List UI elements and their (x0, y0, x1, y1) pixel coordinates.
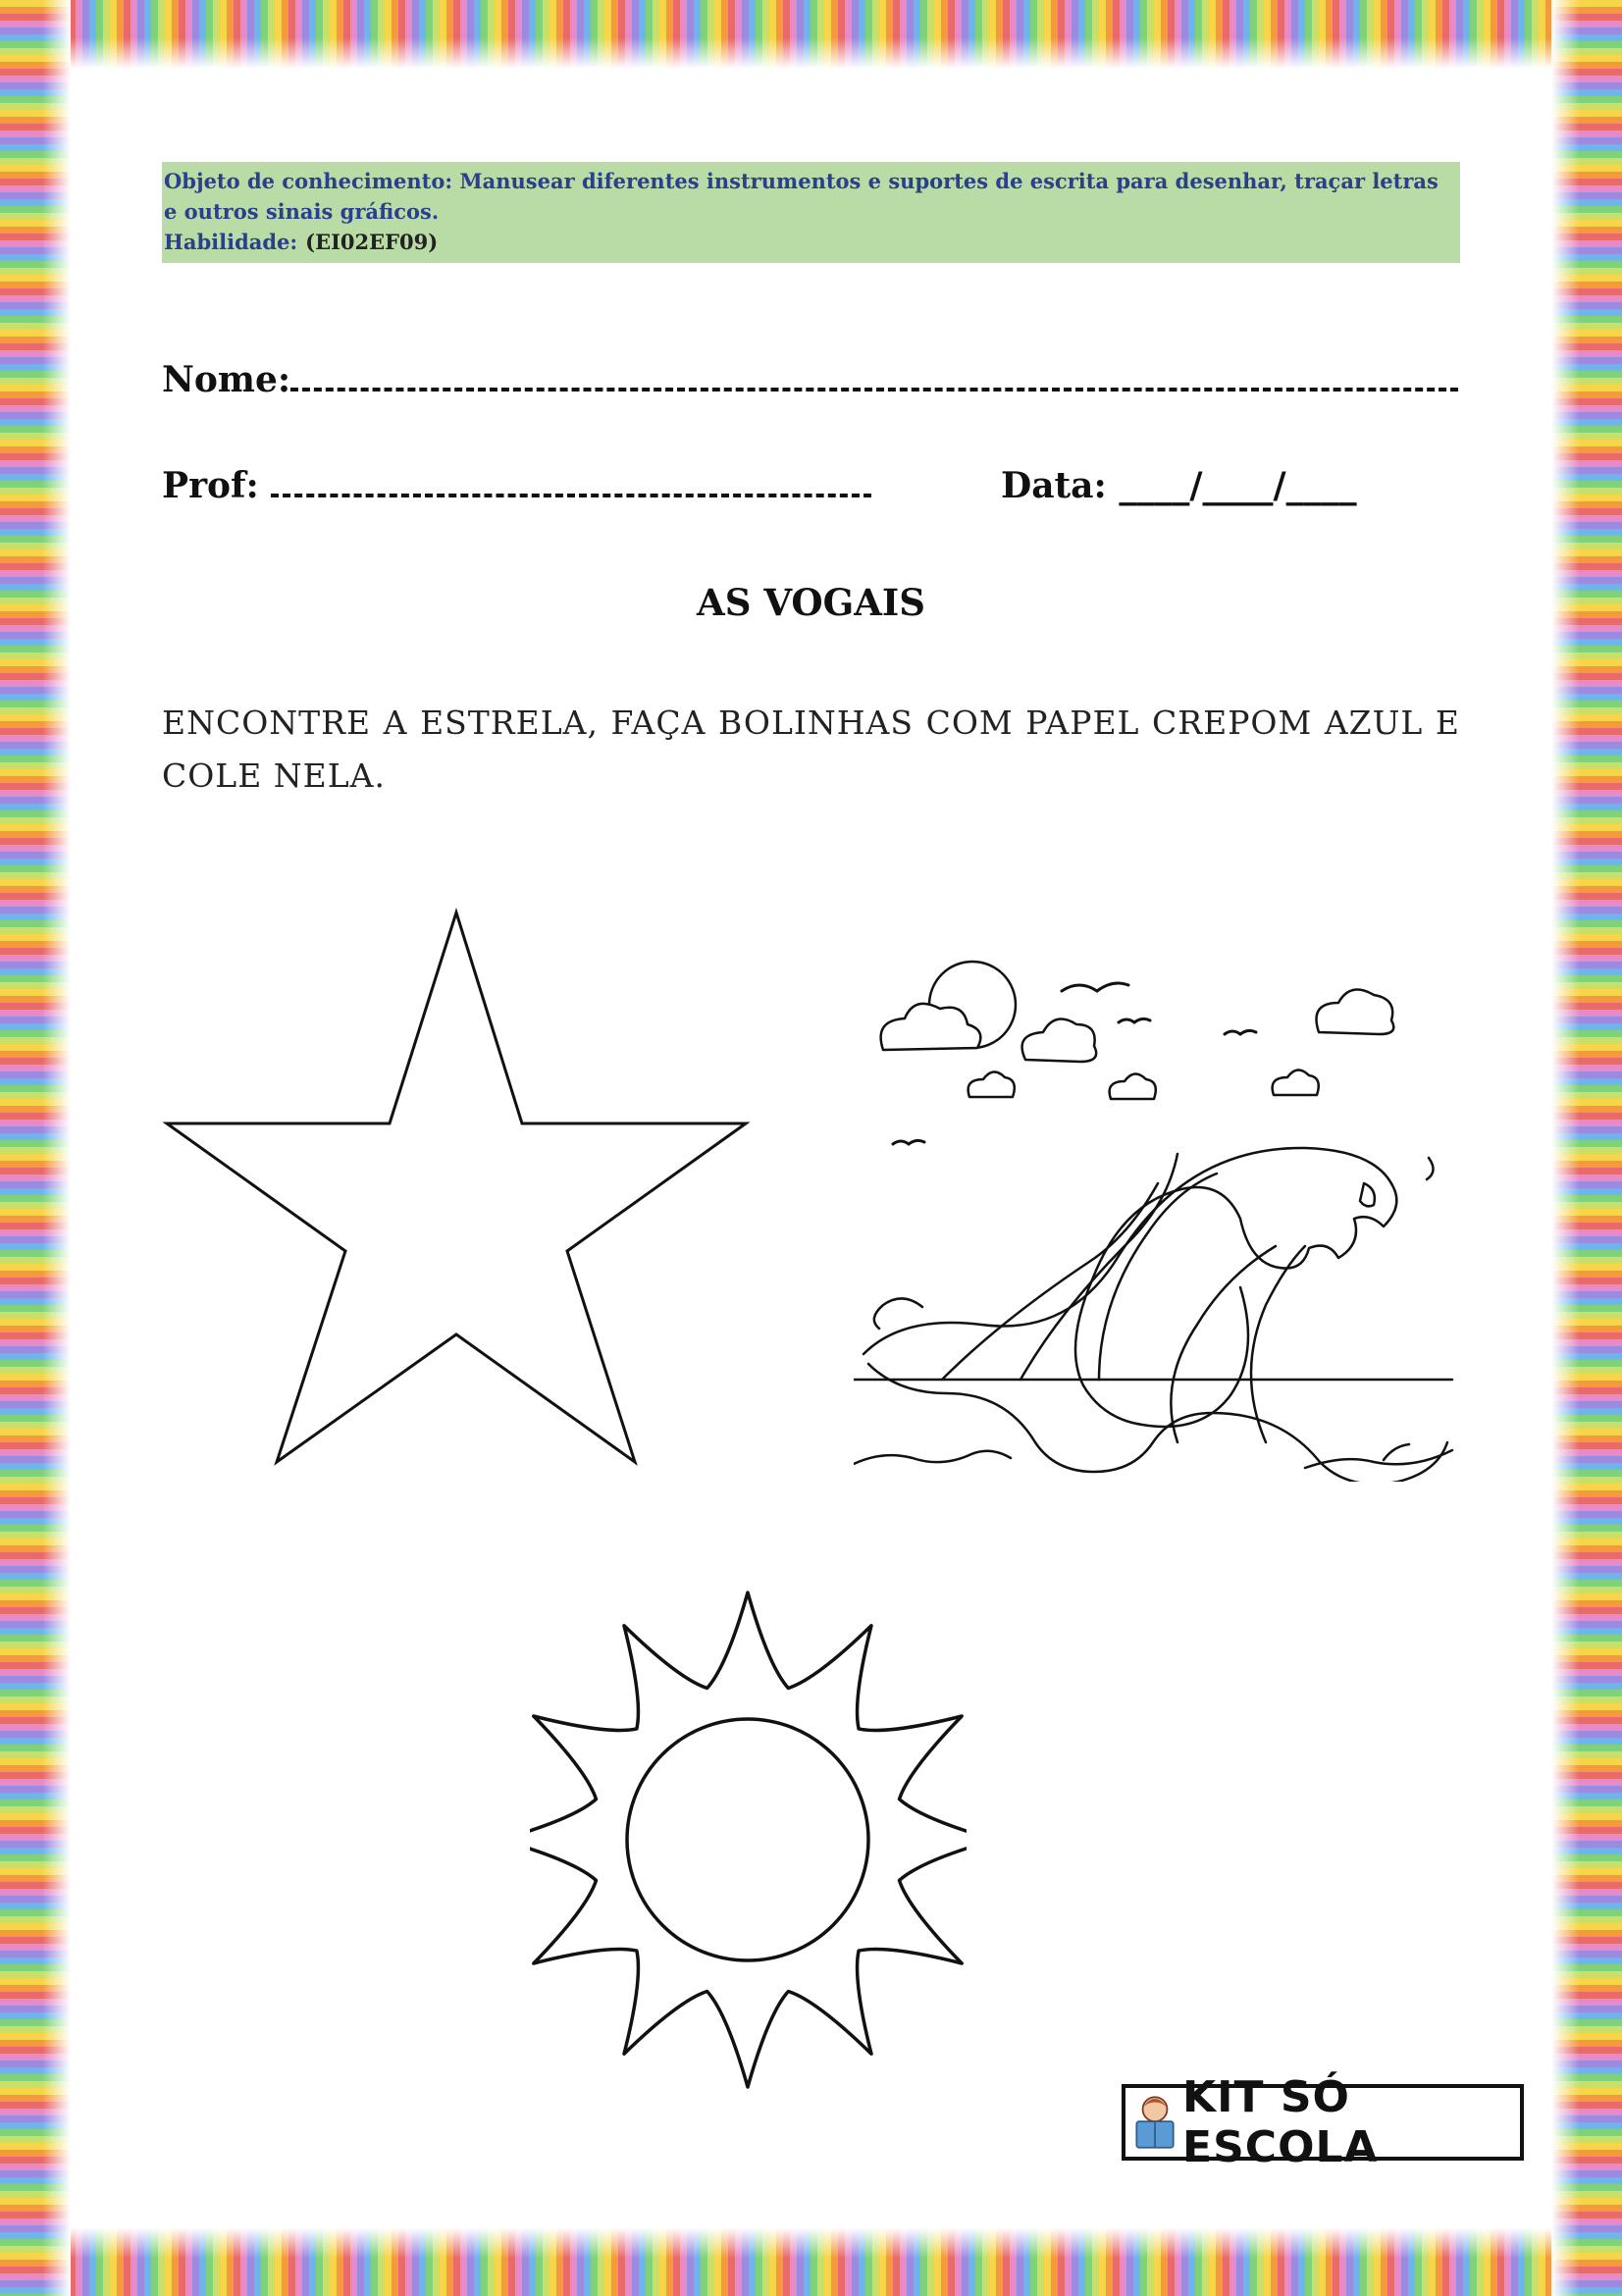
logo-text: KIT SÓ ESCOLA (1182, 2072, 1379, 2172)
skill-code: (EI02EF09) (305, 230, 439, 254)
objective-line (164, 166, 1458, 227)
page-title: AS VOGAIS (697, 581, 925, 624)
skill-line (164, 227, 1458, 257)
skill-label: Habilidade: (164, 230, 298, 254)
pencil-border-top (0, 0, 1622, 69)
instruction-text: ENCONTRE A ESTRELA, FAÇA BOLINHAS COM PAPEL CREPOM AZUL E COLE NELA. (162, 704, 1460, 795)
date-field (1001, 465, 1357, 506)
kit-so-escola-logo (1122, 2072, 1524, 2172)
star-drawing[interactable] (157, 903, 756, 1472)
reading-child-icon (1131, 2090, 1178, 2155)
pencil-border-bottom (0, 2227, 1622, 2296)
name-blank-line[interactable] (290, 362, 1458, 391)
teacher-field (162, 465, 871, 506)
objective-text: Manusear diferentes instrumentos e suportes de escrita para desenhar, traçar letras e outros sinais gráficos. (164, 169, 1439, 224)
pencil-border-right (1551, 0, 1622, 2296)
wave-drawing[interactable] (854, 952, 1462, 1482)
teacher-label: Prof: (162, 465, 259, 506)
date-blank[interactable]: ____/____/____ (1119, 465, 1357, 506)
teacher-blank-line[interactable] (271, 468, 871, 497)
objective-label: Objeto de conhecimento: (164, 169, 453, 193)
name-label: Nome: (162, 359, 291, 400)
date-label: Data: (1001, 465, 1107, 506)
sun-drawing[interactable] (530, 1585, 967, 2095)
curriculum-info-box (162, 162, 1460, 263)
name-field (162, 359, 1458, 400)
pencil-border-left (0, 0, 71, 2296)
